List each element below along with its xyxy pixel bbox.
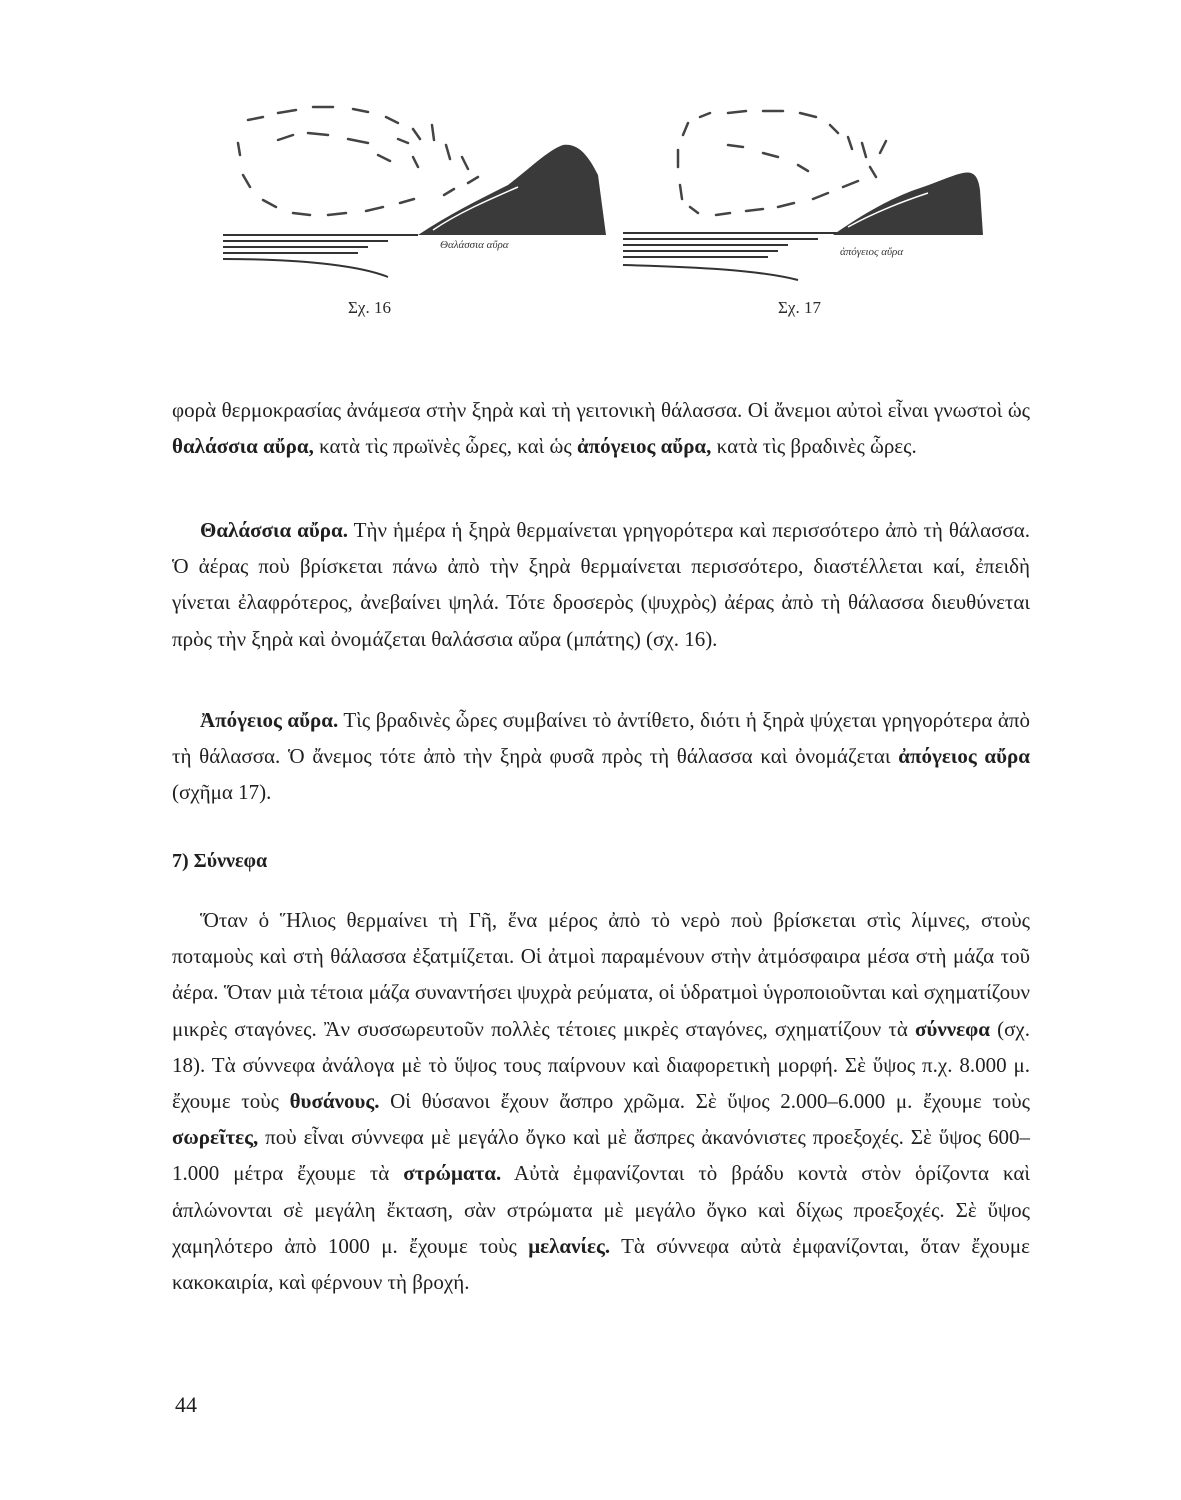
clouds-bold-stromata: στρώματα. (403, 1161, 502, 1186)
clouds-text-3: Οἱ θύσανοι ἔχουν ἄσπρο χρῶμα. Σὲ ὕψος 2.000–6.000 μ. ἔχουμε τοὺς (379, 1089, 1031, 1114)
land-breeze-text: Τὶς βραδινὲς ὧρες συμβαίνει τὸ ἀντίθετο, διότι ἡ ξηρὰ ψύχεται γρηγορότερα ἀπὸ τὴ θάλασσα. Ὁ ἄνεμος τότε ἀπὸ τὴν ξηρὰ φυσᾶ πρὸς τὴ θάλασσα καὶ ὀνομάζεται (172, 708, 1031, 769)
sea-breeze-title: Θαλάσσια αὔρα. (200, 518, 349, 542)
land-breeze-end: (σχῆμα 17). (172, 780, 272, 805)
sea-breeze-paragraph (172, 512, 1030, 657)
land-breeze-paragraph (172, 702, 1030, 811)
clouds-bold-soreites: σωρεῖτες, (172, 1125, 259, 1150)
clouds-bold-melanies: μελανίες. (528, 1233, 611, 1258)
clouds-text-5: Αὐτὰ ἐμφανίζονται τὸ βράδυ κοντὰ στὸν ὁρίζοντα καὶ ἁπλώνονται σὲ μεγάλη ἔκταση, σὰν στρώματα μὲ μεγάλο ὄγκο καὶ δίχως προεξοχές. Σὲ ὕψος χαμηλότερο ἀπὸ 1000 μ. ἔχουμε τοὺς (172, 1161, 1031, 1258)
intro-text-2: κατὰ τὶς πρωϊνὲς ὧρες, καὶ ὡς (313, 434, 577, 459)
clouds-paragraph (172, 902, 1030, 1300)
intro-paragraph (172, 392, 1030, 464)
land-breeze-title: Ἀπόγειος αὔρα. (200, 708, 339, 732)
figure-17-caption: Σχ. 17 (778, 298, 821, 317)
sea-breeze-text: Τὴν ἡμέρα ἡ ξηρὰ θερμαίνεται γρηγορότερα καὶ περισσότερο ἀπὸ τὴ θάλασσα. Ὁ ἀέρας ποὺ βρίσκεται πάνω ἀπὸ τὴν ξηρὰ θερμαίνεται περισσότερο, διαστέλλεται καί, ἐπειδὴ γίνεται ἐλαφρότερος, ἀνεβαίνει ψηλά. Τότε δροσερὸς (ψυχρὸς) ἀέρας ἀπὸ τὴ θάλασσα διευθύνεται πρὸς τὴν ξηρὰ καὶ ὀνομάζεται θαλάσσια αὔρα (μπάτης) (σχ. 16). (172, 518, 1030, 651)
fig16-inner-label: Θαλάσσια αὔρα (440, 239, 509, 251)
figure-17-land-breeze (618, 95, 998, 285)
clouds-text-6: Τὰ σύννεφα αὐτὰ ἐμφανίζονται, ὅταν ἔχουμε κακοκαιρία, καὶ φέρνουν τὴ βροχή. (172, 1233, 1030, 1295)
page-number: 44 (175, 1392, 197, 1417)
figure-16-caption: Σχ. 16 (348, 298, 391, 317)
intro-text-3: κατὰ τὶς βραδινὲς ὧρες. (711, 434, 917, 459)
intro-text-1: φορὰ θερμοκρασίας ἀνάμεσα στὴν ξηρὰ καὶ τὴ γειτονικὴ θάλασσα. Οἱ ἄνεμοι αὐτοὶ εἶναι γνωστοὶ ὡς (172, 398, 1030, 422)
clouds-text-4: ποὺ εἶναι σύννεφα μὲ μεγάλο ὄγκο καὶ μὲ ἄσπρες ἀκανόνιστες προεξοχές. Σὲ ὕψος 600–1.000 μέτρα ἔχουμε τὰ (172, 1125, 1030, 1186)
sea-breeze-diagram (218, 95, 628, 285)
clouds-text-1: Ὅταν ὁ Ἥλιος θερμαίνει τὴ Γῆ, ἕνα μέρος ἀπὸ τὸ νερὸ ποὺ βρίσκεται στὶς λίμνες, στοὺς ποταμοὺς καὶ στὴ θάλασσα ἐξατμίζεται. Οἱ ἀτμοὶ παραμένουν στὴν ἀτμόσφαιρα μέσα στὴ μάζα τοῦ ἀέρα. Ὅταν μιὰ τέτοια μάζα συναντήσει ψυχρὰ ρεύματα, οἱ ὑδρατμοὶ ὑγροποιοῦνται καὶ σχηματίζουν μικρὲς σταγόνες. Ἂν συσσωρευτοῦν πολλὲς τέτοιες μικρὲς σταγόνες, σχηματίζουν τὰ (172, 908, 1030, 1041)
fig17-inner-label: ἀπόγειος αὔρα (840, 246, 904, 258)
intro-bold-land-breeze: ἀπόγειος αὔρα, (576, 434, 712, 459)
clouds-text-2: (σχ. 18). Τὰ σύννεφα ἀνάλογα μὲ τὸ ὕψος τους παίρνουν καὶ διαφορετικὴ μορφή. Σὲ ὕψος π.χ. 8.000 μ. ἔχουμε τοὺς (172, 1016, 1030, 1114)
land-breeze-bold: ἀπόγειος αὔρα (898, 744, 1030, 769)
figure-16-sea-breeze (218, 95, 628, 285)
clouds-bold-synnefa: σύννεφα (915, 1016, 990, 1041)
clouds-bold-thysanoi: θυσάνους. (289, 1089, 380, 1114)
land-breeze-diagram (618, 95, 998, 285)
section-title-clouds: 7) Σύννεφα (172, 850, 268, 872)
intro-bold-sea-breeze: θαλάσσια αὔρα, (172, 434, 314, 459)
